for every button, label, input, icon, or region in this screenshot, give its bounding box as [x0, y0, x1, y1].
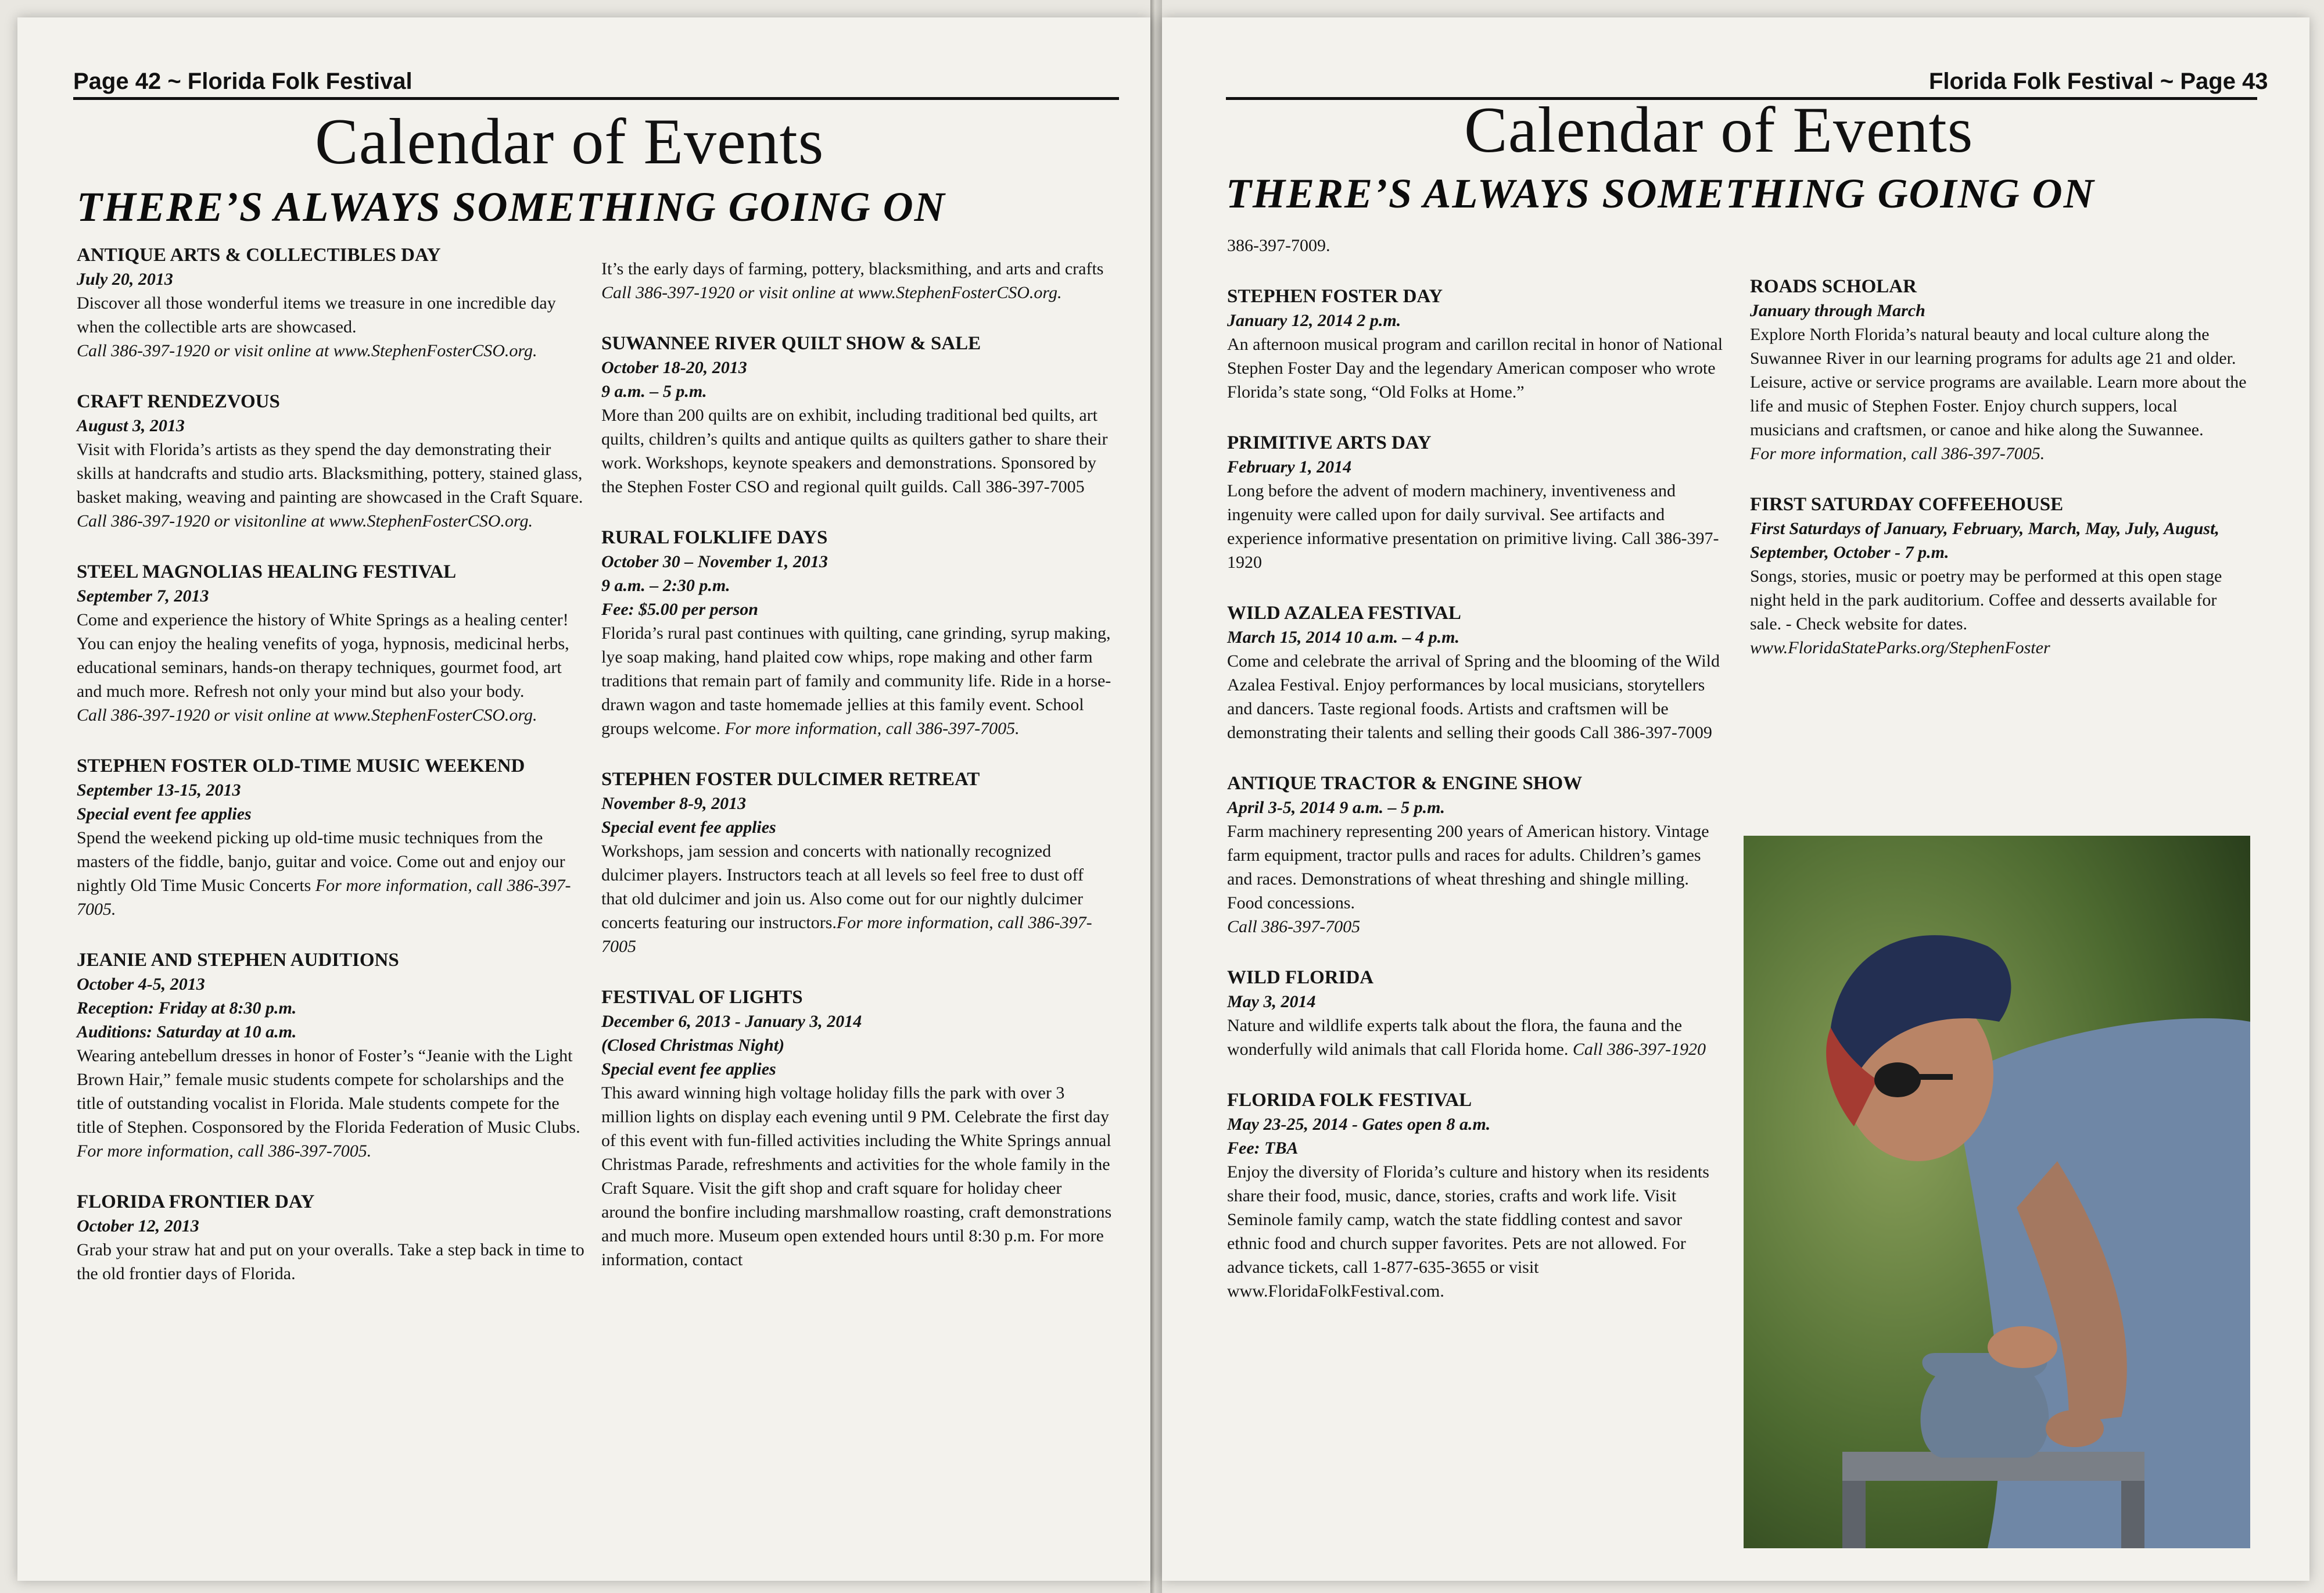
event-title: FESTIVAL OF LIGHTS: [601, 987, 803, 1008]
event-description: [1227, 1014, 1727, 1061]
event-time: 9 a.m. – 2:30 p.m.: [601, 576, 730, 595]
header-rule: [73, 97, 1119, 100]
event-description: It’s the early days of farming, pottery, blacksmithing, and arts and crafts: [601, 259, 1104, 278]
potter-photo-illustration: [1744, 836, 2250, 1548]
page-title: Calendar of Events: [1464, 94, 1974, 166]
events-column-2: [601, 257, 1113, 1298]
event-description: [77, 1044, 588, 1163]
event-title: FLORIDA FOLK FESTIVAL: [1227, 1090, 1472, 1111]
page-subtitle: THERE’S ALWAYS SOMETHING GOING ON: [1226, 170, 2095, 217]
event-description-text: Spend the weekend picking up old-time music techniques from the masters of the fiddle, banjo, guitar and voice. Come out and enjoy our nightly Old Time Music Concerts: [77, 828, 565, 895]
event-description: Come and celebrate the arrival of Spring and the blooming of the Wild Azalea Festival. Enjoy performances by local musicians, storytellers and dancers. Taste regional foods. Artists and craftsmen will be demonstrating their talents and selling their goods Call 386-397-7009: [1227, 651, 1720, 742]
event-description-text: Workshops, jam session and concerts with nationally recognized dulcimer players. Instructors teach at all levels so feel free to dust off that old dulcimer and join us. Also come out for our nightly dulcimer concerts featuring our instructors.: [601, 842, 1084, 932]
event-date: September 7, 2013: [77, 586, 209, 606]
event-description-text: Florida’s rural past continues with quilting, cane grinding, syrup making, lye soap making, hand plaited cow whips, rope making and other farm traditions that remain part of family and community life. Ride in a horse-drawn wagon and taste homemade jellies at this family event. School groups welcome.: [601, 624, 1111, 738]
event-date: April 3-5, 2014 9 a.m. – 5 p.m.: [1227, 798, 1446, 817]
event-contact: Call 386-397-1920: [1572, 1040, 1706, 1059]
event-date: October 30 – November 1, 2013: [601, 552, 828, 571]
event-description: Visit with Florida’s artists as they spend the day demonstrating their skills at handcrafts and studio arts. Blacksmithing, pottery, stained glass, basket making, weaving and painting are showcased in the Craft Square.: [77, 440, 583, 507]
event-date: May 23-25, 2014 - Gates open 8 a.m.: [1227, 1115, 1491, 1134]
event-contact: For more information, call 386-397-7005.: [1750, 444, 2045, 463]
event-description: An afternoon musical program and carillon recital in honor of National Stephen Foster Day and the legendary American composer who wrote Florida’s state song, “Old Folks at Home.”: [1227, 335, 1723, 402]
event-title: JEANIE AND STEPHEN AUDITIONS: [77, 950, 399, 971]
event-date: October 12, 2013: [77, 1216, 199, 1236]
event-contact: For more information, call 386-397-7005: [601, 913, 1092, 956]
event-wild-azalea: [1227, 601, 1727, 744]
event-contact: Call 386-397-7005: [1227, 917, 1361, 936]
event-antique-tractor: [1227, 771, 1727, 939]
event-description: Come and experience the history of White Springs as a healing center! You can enjoy the healing venefits of yoga, hypnosis, medicinal herbs, educational seminars, hands-on therapy techniques, gourmet food, art and much more. Refresh not only your mind but also your body.: [77, 610, 569, 701]
event-description: [601, 839, 1113, 958]
page-gutter: [1150, 0, 1162, 1593]
event-title: ROADS SCHOLAR: [1750, 276, 1917, 297]
event-dulcimer-retreat: [601, 767, 1113, 958]
event-fee: Special event fee applies: [601, 818, 776, 837]
event-date: May 3, 2014: [1227, 992, 1316, 1011]
event-frontier-day: [77, 1190, 588, 1286]
event-title: STEPHEN FOSTER OLD-TIME MUSIC WEEKEND: [77, 756, 525, 776]
event-reception: Reception: Friday at 8:30 p.m.: [77, 998, 297, 1018]
event-date: January through March: [1750, 301, 1925, 320]
event-title: ANTIQUE TRACTOR & ENGINE SHOW: [1227, 773, 1583, 794]
events-column-1: [1227, 234, 1727, 1330]
event-title: FIRST SATURDAY COFFEEHOUSE: [1750, 494, 2064, 515]
event-festival-of-lights: [601, 985, 1113, 1272]
left-page: [17, 17, 1150, 1581]
event-auditions-time: Auditions: Saturday at 10 a.m.: [77, 1022, 297, 1041]
event-title: RURAL FOLKLIFE DAYS: [601, 527, 828, 548]
event-antique-arts: [77, 243, 588, 363]
event-description: [77, 826, 588, 921]
event-time: 9 a.m. – 5 p.m.: [601, 382, 707, 401]
event-title: PRIMITIVE ARTS DAY: [1227, 432, 1432, 453]
event-stephen-foster-day: [1227, 284, 1727, 404]
event-contact: Call 386-397-1920 or visitonline at www.StephenFosterCSO.org.: [77, 511, 533, 531]
right-page: [1162, 17, 2309, 1581]
event-title: ANTIQUE ARTS & COLLECTIBLES DAY: [77, 245, 441, 266]
event-title: SUWANNEE RIVER QUILT SHOW & SALE: [601, 333, 981, 354]
page-title: Calendar of Events: [315, 106, 824, 178]
event-quilt-show: [601, 331, 1113, 499]
event-title: STEPHEN FOSTER DAY: [1227, 286, 1443, 307]
event-title: CRAFT RENDEZVOUS: [77, 391, 280, 412]
event-fee: Special event fee applies: [601, 1059, 776, 1079]
event-description: Songs, stories, music or poetry may be performed at this open stage night held in the park auditorium. Coffee and desserts available for sale. - Check website for dates.: [1750, 567, 2222, 633]
event-date: July 20, 2013: [77, 270, 173, 289]
event-description: Grab your straw hat and put on your overalls. Take a step back in time to the old frontier days of Florida.: [77, 1240, 584, 1283]
events-column-2: [1750, 274, 2250, 686]
event-old-time-music: [77, 754, 588, 921]
page-header: Florida Folk Festival ~ Page 43: [1929, 69, 2268, 94]
event-title: WILD FLORIDA: [1227, 967, 1374, 988]
event-craft-rendezvous: [77, 389, 588, 533]
event-contact: Call 386-397-1920 or visit online at www.StephenFosterCSO.org.: [77, 341, 537, 360]
event-date: October 4-5, 2013: [77, 975, 205, 994]
event-description: Explore North Florida’s natural beauty and local culture along the Suwannee River in our learning programs for adults age 21 and older. Leisure, active or service programs are available. Learn more about the life and music of Stephen Foster. Enjoy church suppers, local musicians and craftsmen, or canoe and hike along the Suwannee.: [1750, 325, 2247, 439]
continued-text: [601, 257, 1113, 305]
event-date: March 15, 2014 10 a.m. – 4 p.m.: [1227, 628, 1460, 647]
event-date: January 12, 2014 2 p.m.: [1227, 311, 1401, 330]
event-date: February 1, 2014: [1227, 457, 1352, 477]
potter-photo: [1744, 836, 2250, 1548]
event-auditions: [77, 948, 588, 1163]
event-fee: Special event fee applies: [77, 804, 252, 824]
event-description: This award winning high voltage holiday fills the park with over 3 million lights on display each evening until 9 PM. Celebrate the first day of this event with fun-filled activities including the White Springs annual Christmas Parade, refreshments and activities for the whole family in the Craft Square. Visit the gift shop and craft square for holiday cheer around the bonfire including marshmallow roasting, craft demonstrations and much more. Museum open extended hours until 8:30 p.m. For more information, contact: [601, 1083, 1112, 1269]
continued-text: 386-397-7009.: [1227, 236, 1330, 255]
event-contact: For more information, call 386-397-7005.: [77, 876, 571, 919]
event-description-text: Wearing antebellum dresses in honor of Foster’s “Jeanie with the Light Brown Hair,” female music students compete for scholarships and the title of outstanding vocalist in Florida. Male students compete for the title of Stephen. Cosponsored by the Florida Federation of Music Clubs.: [77, 1046, 580, 1137]
page-header: Page 42 ~ Florida Folk Festival: [73, 69, 413, 94]
event-primitive-arts: [1227, 431, 1727, 574]
event-description: More than 200 quilts are on exhibit, including traditional bed quilts, art quilts, children’s quilts and antique quilts as quilters gather to share their work. Workshops, keynote speakers and demonstrations. Sponsored by the Stephen Foster CSO and regional quilt guilds. Call 386-397-7005: [601, 406, 1108, 496]
event-date: August 3, 2013: [77, 416, 185, 435]
event-florida-folk-festival: [1227, 1088, 1727, 1303]
event-rural-folklife: [601, 525, 1113, 740]
event-description-text: Nature and wildlife experts talk about the flora, the fauna and the wonderfully wild animals that call Florida home.: [1227, 1016, 1683, 1059]
event-contact: For more information, call 386-397-7005.: [77, 1141, 372, 1161]
event-description: Long before the advent of modern machinery, inventiveness and ingenuity were called upon for daily survival. See artifacts and experience informative presentation on primitive living. Call 386-397-1920: [1227, 481, 1719, 572]
event-steel-magnolias: [77, 560, 588, 727]
event-date: November 8-9, 2013: [601, 794, 747, 813]
event-contact: Call 386-397-1920 or visit online at www.StephenFosterCSO.org.: [601, 283, 1062, 302]
event-fee: Fee: $5.00 per person: [601, 600, 758, 619]
event-title: STEPHEN FOSTER DULCIMER RETREAT: [601, 769, 980, 790]
event-coffeehouse: [1750, 492, 2250, 660]
event-description: Enjoy the diversity of Florida’s culture and history when its residents share their food, music, dance, stories, crafts and work life. Visit Seminole family camp, watch the state fiddling contest and savor ethnic food and church supper favorites. Pets are not allowed. For advance tickets, call 1-877-635-3655 or visit www.FloridaFolkFestival.com.: [1227, 1162, 1709, 1301]
event-date: October 18-20, 2013: [601, 358, 747, 377]
event-title: FLORIDA FRONTIER DAY: [77, 1191, 315, 1212]
event-description: Discover all those wonderful items we treasure in one incredible day when the collectible arts are showcased.: [77, 293, 556, 337]
event-roads-scholar: [1750, 274, 2250, 466]
event-note: (Closed Christmas Night): [601, 1036, 785, 1055]
event-date: September 13-15, 2013: [77, 781, 241, 800]
event-contact: www.FloridaStateParks.org/StephenFoster: [1750, 638, 2050, 657]
event-title: WILD AZALEA FESTIVAL: [1227, 603, 1461, 624]
events-column-1: [77, 243, 588, 1312]
event-wild-florida: [1227, 965, 1727, 1061]
page-subtitle: THERE’S ALWAYS SOMETHING GOING ON: [77, 184, 946, 230]
event-fee: Fee: TBA: [1227, 1139, 1299, 1158]
event-contact: For more information, call 386-397-7005.: [725, 719, 1020, 738]
event-contact: Call 386-397-1920 or visit online at www.StephenFosterCSO.org.: [77, 706, 537, 725]
event-description: [601, 621, 1113, 740]
event-date: December 6, 2013 - January 3, 2014: [601, 1012, 862, 1031]
event-date: First Saturdays of January, February, March, May, July, August, September, October - 7 p.m.: [1750, 519, 2219, 562]
event-title: STEEL MAGNOLIAS HEALING FESTIVAL: [77, 561, 457, 582]
event-description: Farm machinery representing 200 years of American history. Vintage farm equipment, tractor pulls and races for adults. Children’s games and races. Demonstrations of wheat threshing and shingle milling. Food concessions.: [1227, 822, 1709, 912]
